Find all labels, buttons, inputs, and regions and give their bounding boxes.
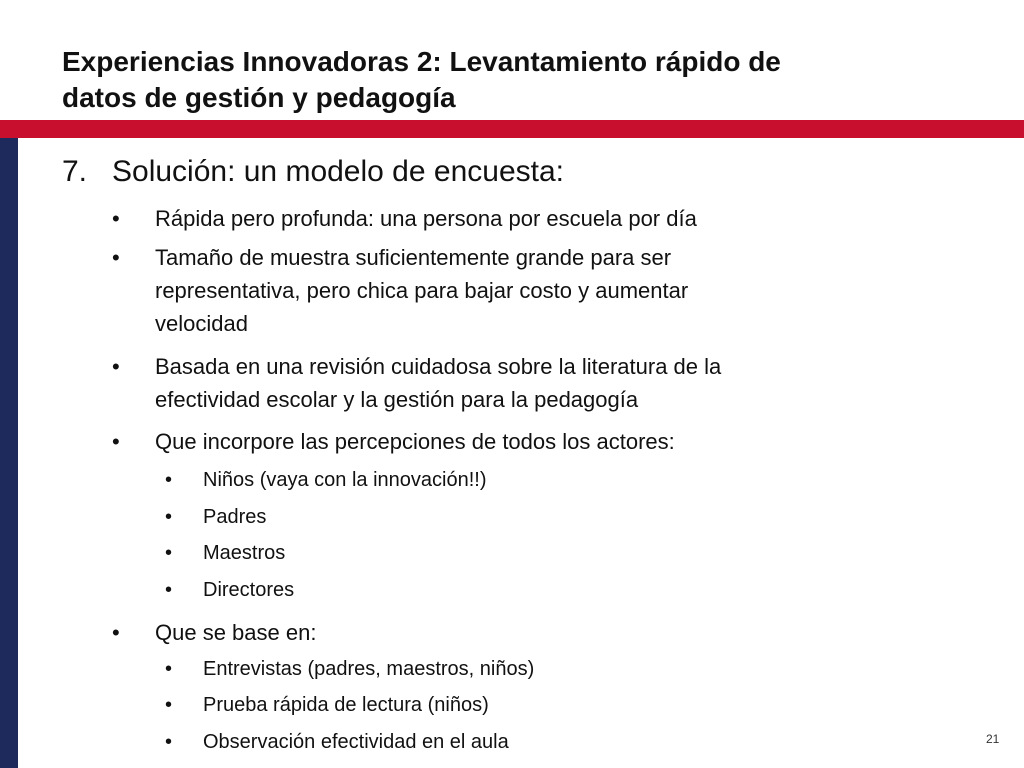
slide-title-line-1: Experiencias Innovadoras 2: Levantamiento rápido de	[62, 46, 781, 77]
bullet-icon: •	[112, 354, 120, 379]
sub-bullet-text: Directores	[203, 579, 295, 601]
sub-bullet-text: Prueba rápida de lectura (niños)	[203, 694, 489, 716]
heading-number: 7.	[62, 155, 88, 188]
bullet-text: Que se base en:	[155, 620, 317, 645]
title-divider-bar	[0, 120, 1024, 138]
bullet-text-line: velocidad	[155, 311, 248, 336]
sub-bullet-text: Observación efectividad en el aula	[203, 731, 509, 753]
sub-bullet-text: Entrevistas (padres, maestros, niños)	[203, 658, 535, 680]
bullet-icon: •	[112, 429, 120, 454]
sub-bullet-text: Padres	[203, 506, 267, 528]
left-accent-bar	[0, 138, 18, 768]
bullet-text: Que incorpore las percepciones de todos los actores:	[155, 429, 675, 454]
page-number: 21	[986, 732, 1000, 746]
bullet-icon: •	[112, 206, 120, 231]
heading-text: Solución: un modelo de encuesta:	[112, 155, 564, 188]
bullet-icon: •	[165, 731, 173, 753]
sub-bullet-text: Maestros	[203, 542, 286, 564]
bullet-icon: •	[112, 245, 120, 270]
slide-title-line-2: datos de gestión y pedagogía	[62, 82, 456, 113]
bullet-icon: •	[165, 579, 173, 601]
bullet-icon: •	[165, 658, 173, 680]
bullet-icon: •	[165, 694, 173, 716]
bullet-icon: •	[165, 469, 173, 491]
bullet-icon: •	[112, 620, 120, 645]
bullet-text: Rápida pero profunda: una persona por escuela por día	[155, 206, 697, 231]
numbered-heading	[62, 154, 564, 190]
sub-bullet-text: Niños (vaya con la innovación!!)	[203, 469, 487, 491]
bullet-text-line: Basada en una revisión cuidadosa sobre la literatura de la	[155, 354, 722, 379]
bullet-text-line: representativa, pero chica para bajar costo y aumentar	[155, 278, 689, 303]
bullet-icon: •	[165, 506, 173, 528]
bullet-text-line: Tamaño de muestra suficientemente grande para ser	[155, 245, 672, 270]
bullet-icon: •	[165, 542, 173, 564]
bullet-text-line: efectividad escolar y la gestión para la pedagogía	[155, 387, 639, 412]
slide-title	[62, 44, 982, 116]
